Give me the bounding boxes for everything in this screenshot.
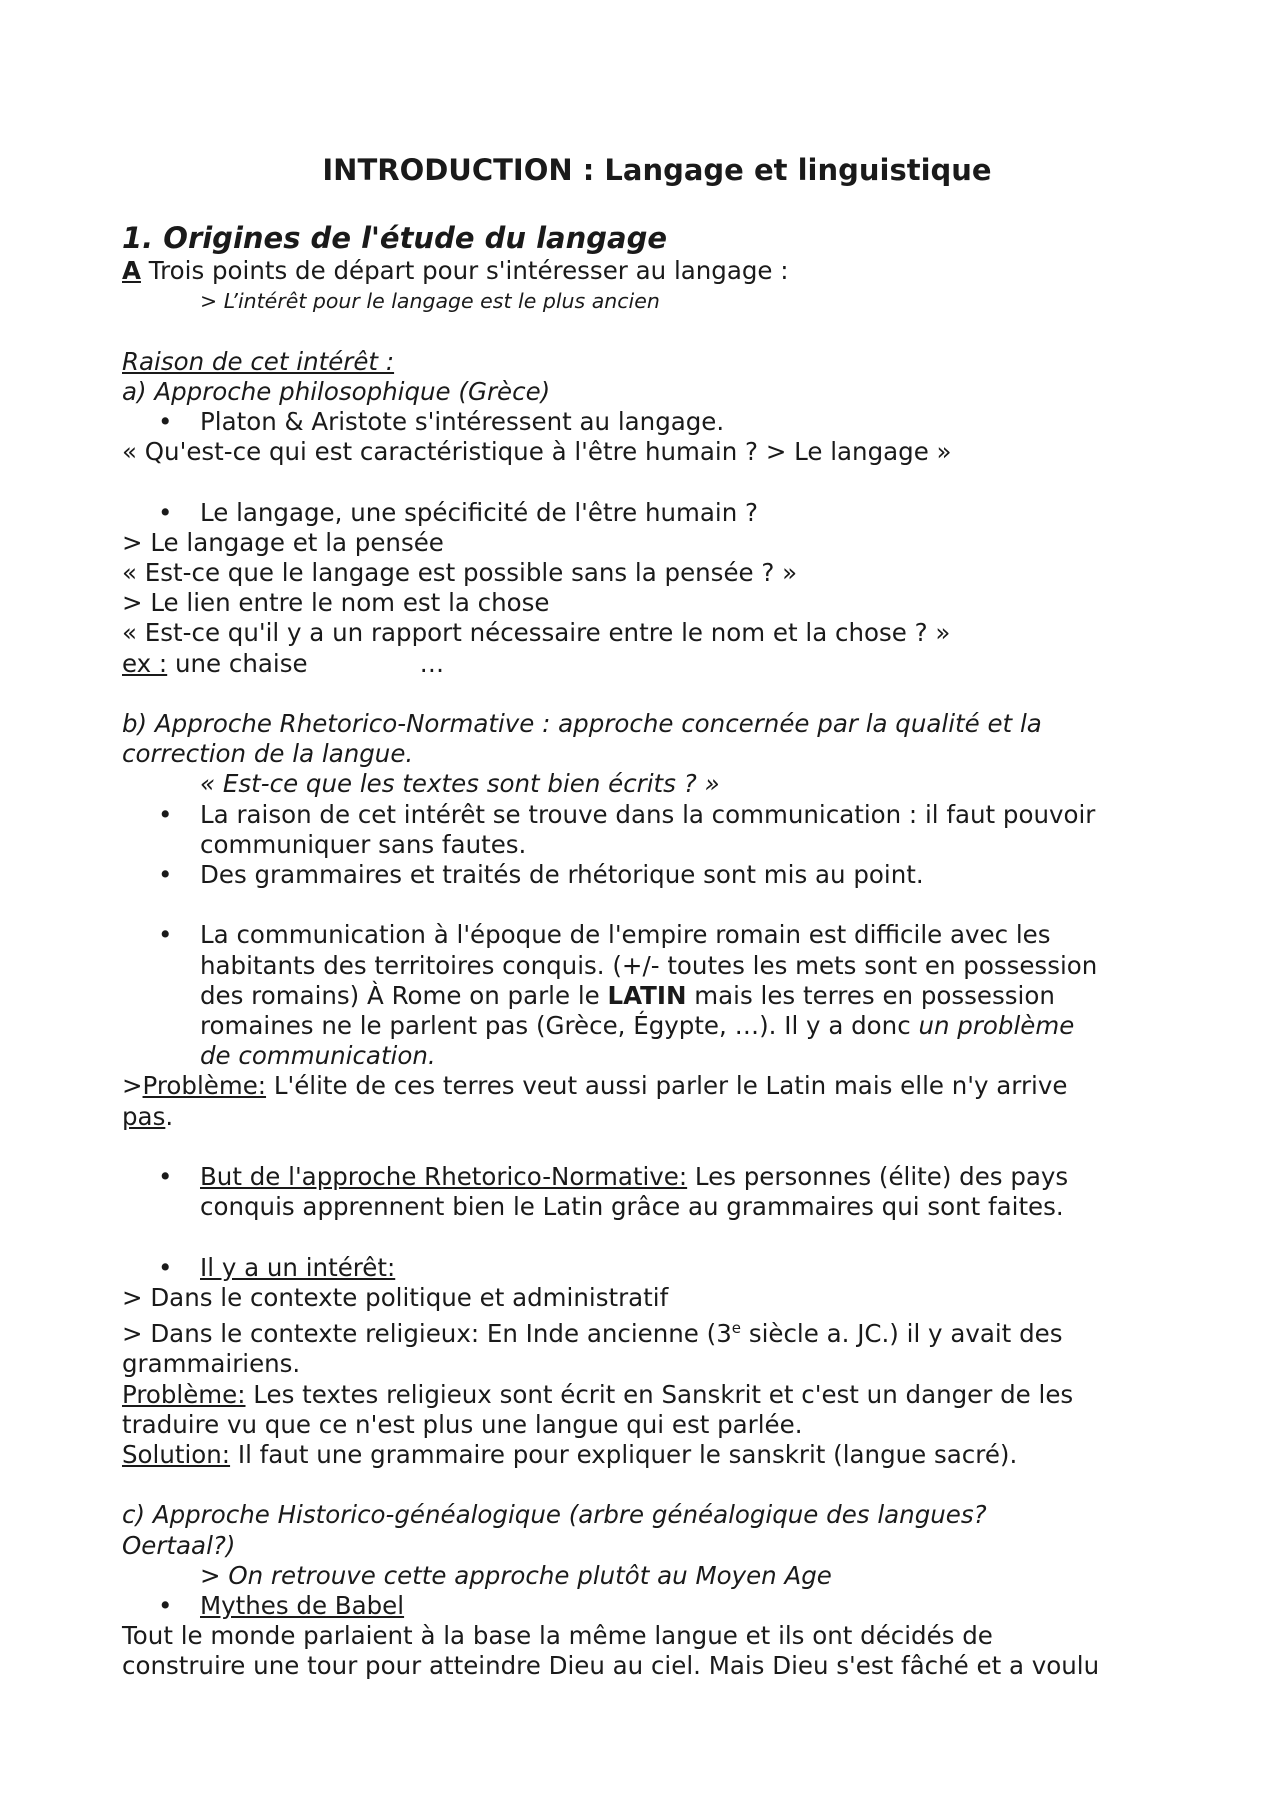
probleme-line-2: pas. xyxy=(122,1101,174,1131)
quote-rapport: « Est-ce qu'il y a un rapport nécessaire entre le nom et la chose ? » xyxy=(122,618,951,648)
bullet-dot: • xyxy=(158,799,173,829)
bullet-communication-5: de communication. xyxy=(200,1041,436,1071)
bullet-dot: • xyxy=(158,1252,173,1282)
paragraph-a: A Trois points de départ pour s'intéresser au langage : xyxy=(122,256,789,285)
bullet-babel: • Mythes de Babel xyxy=(158,1590,405,1620)
approach-c-line-1: c) Approche Historico-généalogique (arbre généalogique des langues? xyxy=(122,1500,987,1530)
ctx-religieux-cont: grammairiens. xyxy=(122,1349,301,1379)
quote-textes: « Est-ce que les textes sont bien écrits ? » xyxy=(200,769,720,799)
ctx-religieux: > Dans le contexte religieux: En Inde ancienne (3e siècle a. JC.) il y avait des xyxy=(122,1319,1063,1349)
approach-b-line-2: correction de la langue. xyxy=(122,739,414,769)
solution-line: Solution: Il faut une grammaire pour expliquer le sanskrit (langue sacré). xyxy=(122,1439,1018,1469)
bullet-dot: • xyxy=(158,1590,173,1620)
bullet-dot: • xyxy=(158,920,173,950)
raison-heading: Raison de cet intérêt : xyxy=(122,346,395,376)
line-lien: > Le lien entre le nom est la chose xyxy=(122,588,550,618)
approach-c-line-2: Oertaal?) xyxy=(122,1530,236,1560)
probleme-line: >Problème: L'élite de ces terres veut aussi parler le Latin mais elle n'y arrive xyxy=(122,1071,1068,1101)
bullet-but-cont: conquis apprennent bien le Latin grâce au grammaires qui sont faites. xyxy=(200,1192,1064,1222)
example-line: ex : une chaise … xyxy=(122,648,445,678)
approach-a: a) Approche philosophique (Grèce) xyxy=(122,376,551,406)
bullet-grammaires: • Des grammaires et traités de rhétorique sont mis au point. xyxy=(158,860,924,890)
note-ancien: > L’intérêt pour le langage est le plus ancien xyxy=(200,289,660,314)
probleme-label: Problème: xyxy=(142,1071,267,1101)
bullet-dot: • xyxy=(158,1162,173,1192)
bullet-communication: • La communication à l'époque de l'empire romain est difficile avec les xyxy=(158,920,1051,950)
bullet-interet: • Il y a un intérêt: xyxy=(158,1252,396,1282)
bullet-raison: • La raison de cet intérêt se trouve dans la communication : il faut pouvoir xyxy=(158,799,1096,829)
bullet-specificite: • Le langage, une spécificité de l'être humain ? xyxy=(158,497,759,527)
approach-b-line-1: b) Approche Rhetorico-Normative : approche concernée par la qualité et la xyxy=(122,709,1042,738)
ctx-politique: > Dans le contexte politique et administratif xyxy=(122,1282,669,1312)
probleme2-line-2: traduire vu que ce n'est plus une langue qui est parlée. xyxy=(122,1409,803,1439)
quote-humain: « Qu'est-ce qui est caractéristique à l'être humain ? > Le langage » xyxy=(122,437,952,467)
page-title: INTRODUCTION : Langage et linguistique xyxy=(322,153,992,187)
babel-line-1: Tout le monde parlaient à la base la même langue et ils ont décidés de xyxy=(122,1621,993,1651)
probleme2-line: Problème: Les textes religieux sont écrit en Sanskrit et c'est un danger de les xyxy=(122,1379,1074,1409)
section-heading: 1. Origines de l'étude du langage xyxy=(122,221,668,255)
bullet-platon: • Platon & Aristote s'intéressent au langage. xyxy=(158,407,725,436)
bullet-dot: • xyxy=(158,497,173,527)
latin-bold: LATIN xyxy=(607,980,687,1010)
but-label: But de l'approche Rhetorico-Normative: xyxy=(200,1162,688,1192)
line-pensee: > Le langage et la pensée xyxy=(122,527,444,557)
bullet-communication-4: romaines ne le parlent pas (Grèce, Égypte, …). Il y a donc un problème xyxy=(200,1011,1075,1041)
ex-label: ex : xyxy=(122,648,168,678)
bullet-communication-2: habitants des territoires conquis. (+/- toutes les mets sont en possession xyxy=(200,950,1098,980)
approach-c-note: > On retrouve cette approche plutôt au Moyen Age xyxy=(200,1560,832,1590)
bullet-but: • But de l'approche Rhetorico-Normative: Les personnes (élite) des pays xyxy=(158,1162,1069,1192)
quote-pensee: « Est-ce que le langage est possible sans la pensée ? » xyxy=(122,558,798,587)
babel-line-2: construire une tour pour atteindre Dieu au ciel. Mais Dieu s'est fâché et a voulu xyxy=(122,1651,1100,1681)
bullet-dot: • xyxy=(158,407,173,436)
label-a: A xyxy=(122,256,141,285)
bullet-dot: • xyxy=(158,860,173,890)
document-content xyxy=(122,150,1162,1682)
bullet-raison-cont: communiquer sans fautes. xyxy=(200,829,527,859)
bullet-communication-3: des romains) À Rome on parle le LATIN mais les terres en possession xyxy=(200,980,1055,1010)
